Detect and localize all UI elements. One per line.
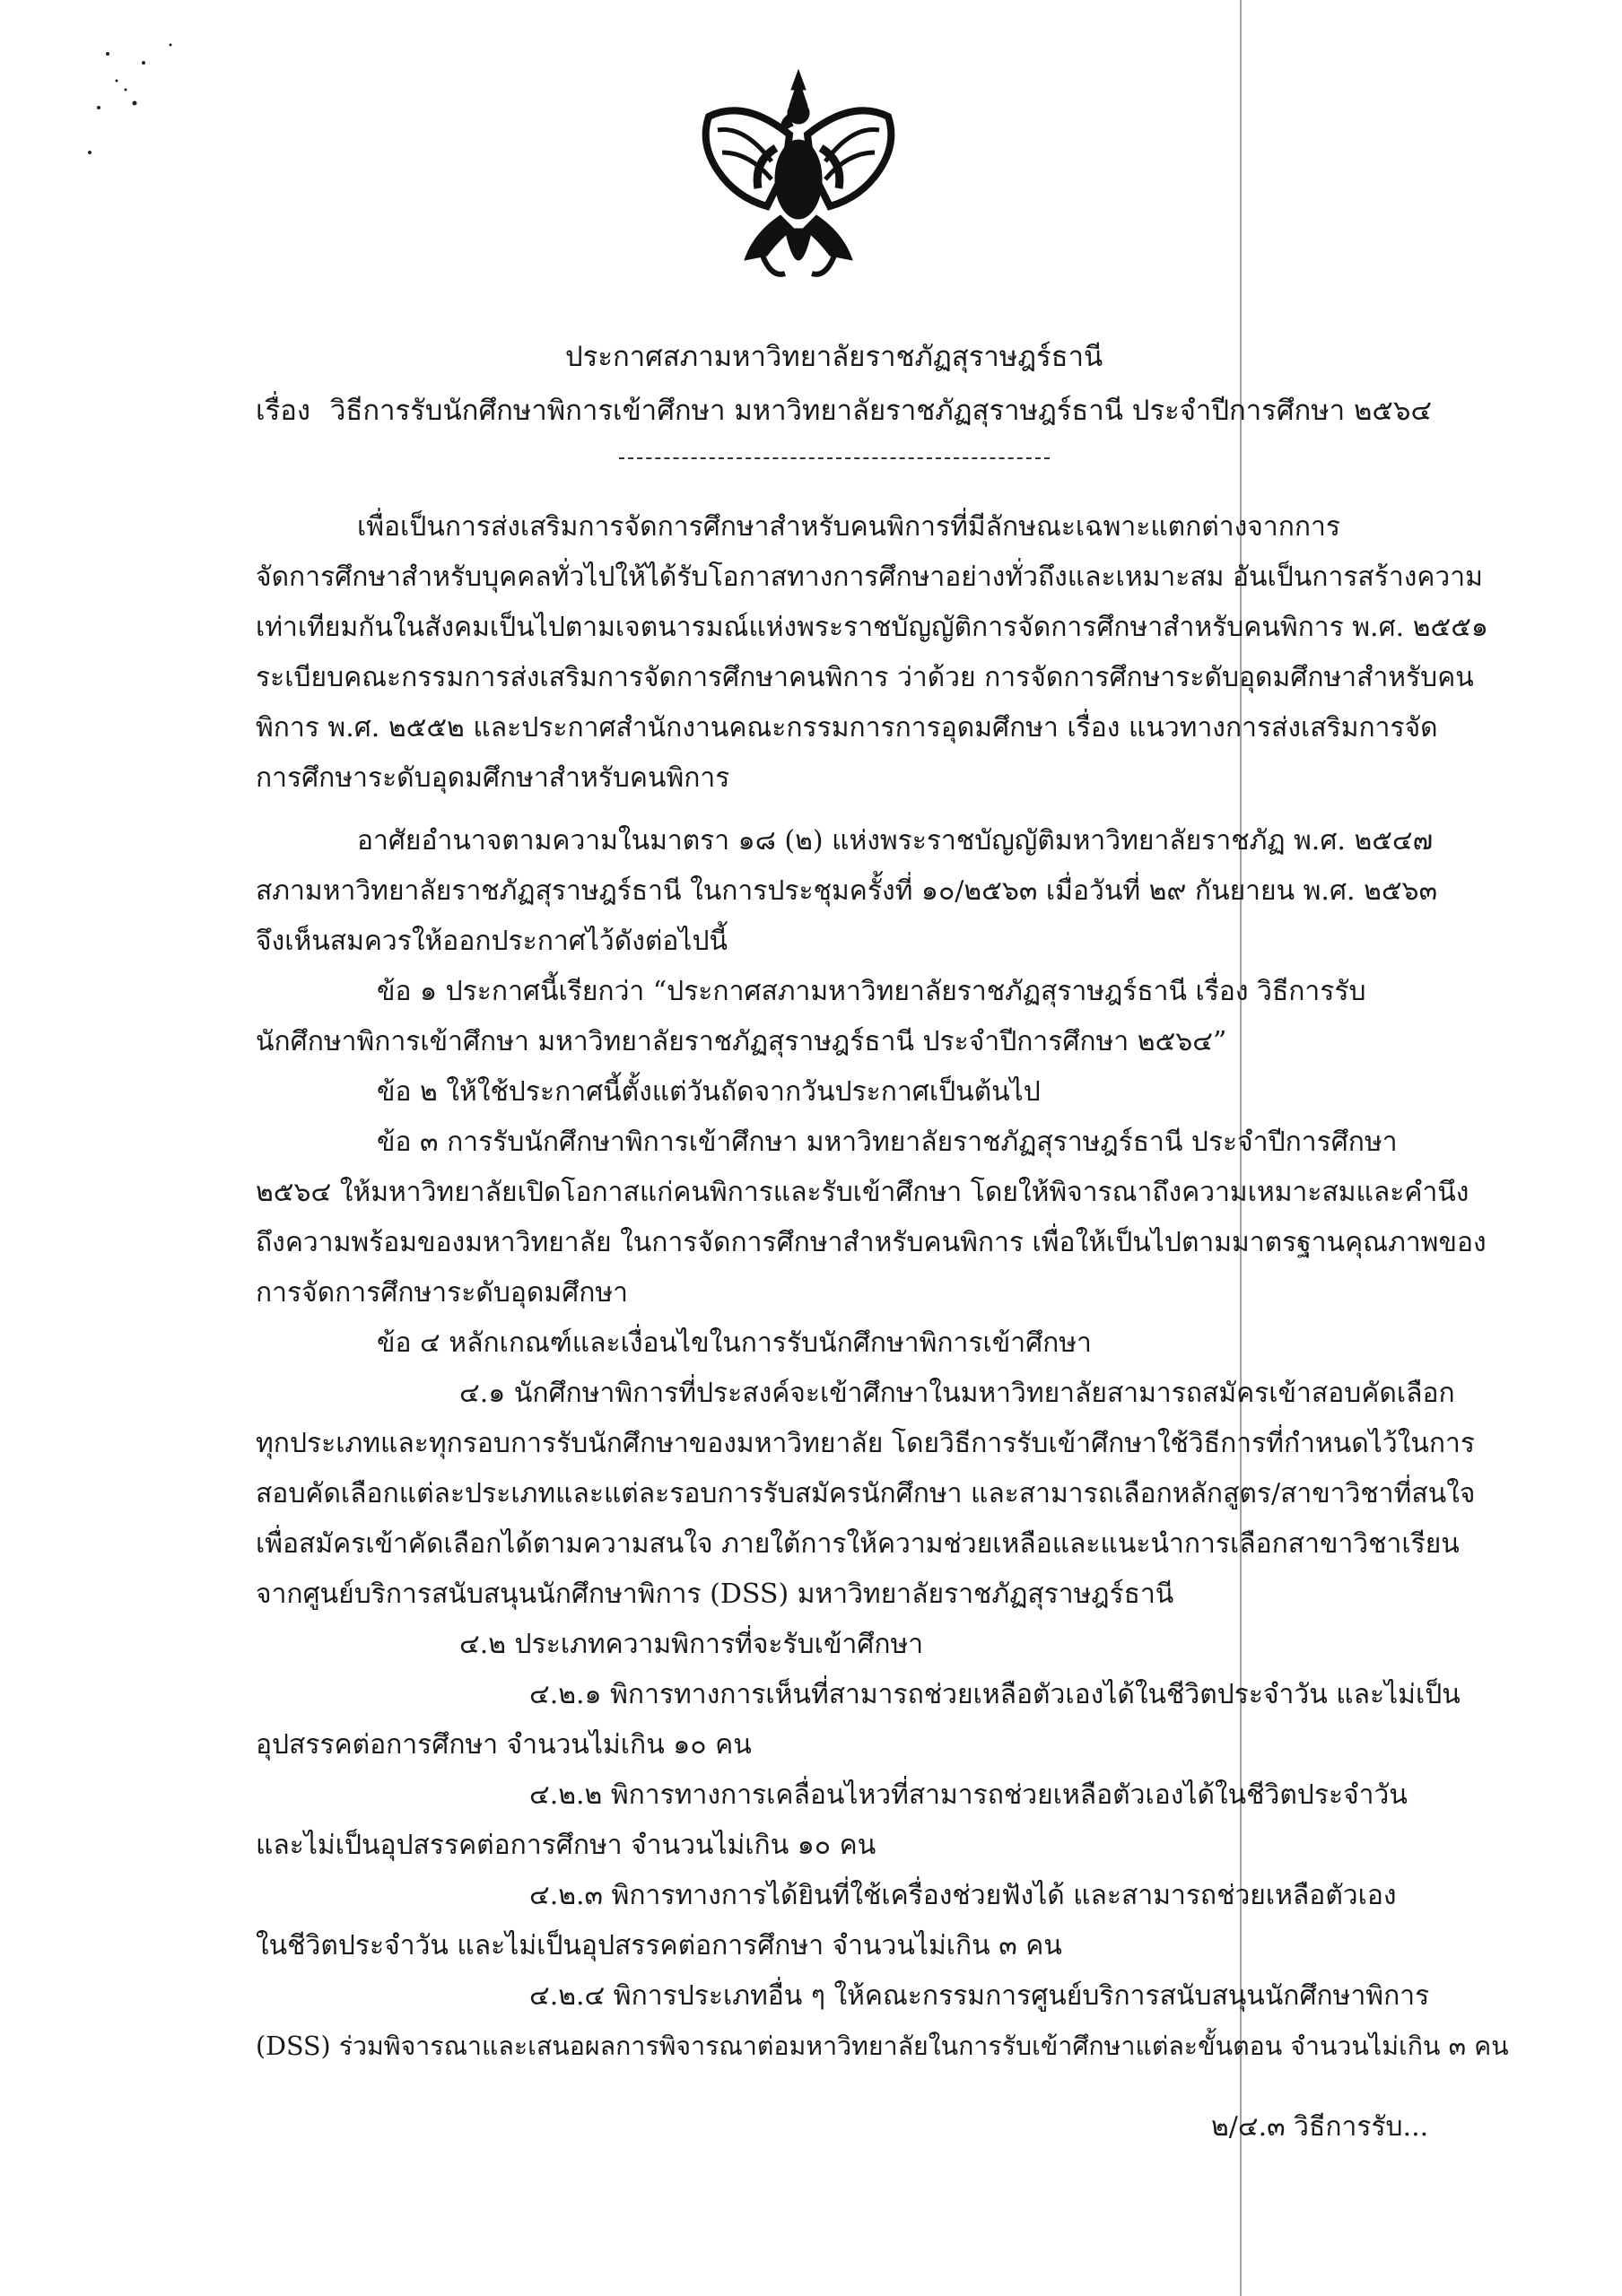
body-line: ๒๕๖๔ ให้มหาวิทยาลัยเปิดโอกาสแก่คนพิการและรับเข้าศึกษา โดยให้พิจารณาถึงความเหมาะสมและคำนึง: [256, 1177, 1469, 1208]
body-line: นักศึกษาพิการเข้าศึกษา มหาวิทยาลัยราชภัฏสุราษฎร์ธานี ประจำปีการศึกษา ๒๕๖๔”: [256, 1026, 1227, 1057]
clause-4-2-4: ๔.๒.๔ พิการประเภทอื่น ๆ ให้คณะกรรมการศูนย์บริการสนับสนุนนักศึกษาพิการ: [529, 1980, 1430, 2012]
subject-label: เรื่อง: [256, 395, 311, 427]
body-line: การจัดการศึกษาระดับอุดมศึกษา: [256, 1277, 628, 1309]
clause-4-2: ๔.๒ ประเภทความพิการที่จะรับเข้าศึกษา: [459, 1629, 924, 1660]
body-line: (DSS) ร่วมพิจารณาและเสนอผลการพิจารณาต่อมหาวิทยาลัยในการรับเข้าศึกษาแต่ละขั้นตอน จำนวนไม่เกิน ๓ คน: [256, 2031, 1509, 2061]
announcement-subject: วิธีการรับนักศึกษาพิการเข้าศึกษา มหาวิทยาลัยราชภัฏสุราษฎร์ธานี ประจำปีการศึกษา ๒๕๖๔: [330, 395, 1433, 427]
body-line: ระเบียบคณะกรรมการส่งเสริมการจัดการศึกษาคนพิการ ว่าด้วย การจัดการศึกษาระดับอุดมศึกษาสำหรับคน: [256, 662, 1474, 693]
clause-4-2-2: ๔.๒.๒ พิการทางการเคลื่อนไหวที่สามารถช่วยเหลือตัวเองได้ในชีวิตประจำวัน: [529, 1779, 1408, 1811]
clause-3: ข้อ ๓ การรับนักศึกษาพิการเข้าศึกษา มหาวิทยาลัยราชภัฏสุราษฎร์ธานี ประจำปีการศึกษา: [377, 1126, 1398, 1158]
clause-4-2-1: ๔.๒.๑ พิการทางการเห็นที่สามารถช่วยเหลือตัวเองได้ในชีวิตประจำวัน และไม่เป็น: [529, 1679, 1461, 1710]
announcement-title: ประกาศสภามหาวิทยาลัยราชภัฏสุราษฎร์ธานี: [565, 341, 1103, 373]
body-line: ถึงความพร้อมของมหาวิทยาลัย ในการจัดการศึกษาสำหรับคนพิการ เพื่อให้เป็นไปตามมาตรฐานคุณภาพของ: [256, 1227, 1487, 1258]
body-line: สอบคัดเลือกแต่ละประเภทและแต่ละรอบการรับสมัครนักศึกษา และสามารถเลือกหลักสูตร/สาขาวิชาที่สนใจ: [256, 1478, 1476, 1509]
body-line: จึงเห็นสมควรให้ออกประกาศไว้ดังต่อไปนี้: [256, 926, 728, 957]
body-line: จัดการศึกษาสำหรับบุคคลทั่วไปให้ได้รับโอกาสทางการศึกษาอย่างทั่วถึงและเหมาะสม อันเป็นการสร้างความ: [256, 561, 1483, 593]
body-line: ในชีวิตประจำวัน และไม่เป็นอุปสรรคต่อการศึกษา จำนวนไม่เกิน ๓ คน: [256, 1930, 1062, 1961]
body-line: พิการ พ.ศ. ๒๕๕๒ และประกาศสำนักงานคณะกรรมการการอุดมศึกษา เรื่อง แนวทางการส่งเสริมการจัด: [256, 712, 1438, 744]
body-line: อาศัยอำนาจตามความในมาตรา ๑๘ (๒) แห่งพระราชบัญญัติมหาวิทยาลัยราชภัฏ พ.ศ. ๒๕๔๗: [357, 825, 1434, 857]
body-line: เพื่อสมัครเข้าคัดเลือกได้ตามความสนใจ ภายใต้การให้ความช่วยเหลือและแนะนำการเลือกสาขาวิชาเรียน: [256, 1528, 1460, 1560]
clause-4: ข้อ ๔ หลักเกณฑ์และเงื่อนไขในการรับนักศึกษาพิการเข้าศึกษา: [377, 1327, 1092, 1359]
clause-4-2-3: ๔.๒.๓ พิการทางการได้ยินที่ใช้เครื่องช่วยฟังได้ และสามารถช่วยเหลือตัวเอง: [529, 1880, 1397, 1911]
page-continuation: ๒/๔.๓ วิธีการรับ...: [1211, 2111, 1429, 2143]
body-line: และไม่เป็นอุปสรรคต่อการศึกษา จำนวนไม่เกิน ๑๐ คน: [256, 1830, 876, 1861]
body-line: อุปสรรคต่อการศึกษา จำนวนไม่เกิน ๑๐ คน: [256, 1729, 752, 1761]
clause-2: ข้อ ๒ ให้ใช้ประกาศนี้ตั้งแต่วันถัดจากวันประกาศเป็นต้นไป: [377, 1076, 1041, 1108]
body-line: ทุกประเภทและทุกรอบการรับนักศึกษาของมหาวิทยาลัย โดยวิธีการรับเข้าศึกษาใช้วิธีการที่กำหนดไว้ในการ: [256, 1428, 1475, 1459]
header-divider: [619, 457, 1050, 459]
body-line: สภามหาวิทยาลัยราชภัฏสุราษฎร์ธานี ในการประชุมครั้งที่ ๑๐/๒๕๖๓ เมื่อวันที่ ๒๙ กันยายน พ.ศ. ๒๕๖๓: [256, 875, 1438, 907]
clause-4-1: ๔.๑ นักศึกษาพิการที่ประสงค์จะเข้าศึกษาในมหาวิทยาลัยสามารถสมัครเข้าสอบคัดเลือก: [459, 1378, 1455, 1409]
body-line: จากศูนย์บริการสนับสนุนนักศึกษาพิการ (DSS) มหาวิทยาลัยราชภัฏสุราษฎร์ธานี: [256, 1578, 1174, 1610]
body-line: เท่าเทียมกันในสังคมเป็นไปตามเจตนารมณ์แห่งพระราชบัญญัติการจัดการศึกษาสำหรับคนพิการ พ.ศ. ๒๕๕๑: [256, 612, 1488, 643]
garuda-emblem-icon: [682, 63, 915, 296]
scan-specks: [36, 36, 179, 170]
body-line: เพื่อเป็นการส่งเสริมการจัดการศึกษาสำหรับคนพิการที่มีลักษณะเฉพาะแตกต่างจากการ: [357, 511, 1340, 543]
body-line: การศึกษาระดับอุดมศึกษาสำหรับคนพิการ: [256, 762, 730, 794]
clause-1: ข้อ ๑ ประกาศนี้เรียกว่า “ประกาศสภามหาวิทยาลัยราชภัฏสุราษฎร์ธานี เรื่อง วิธีการรับ: [377, 976, 1366, 1007]
